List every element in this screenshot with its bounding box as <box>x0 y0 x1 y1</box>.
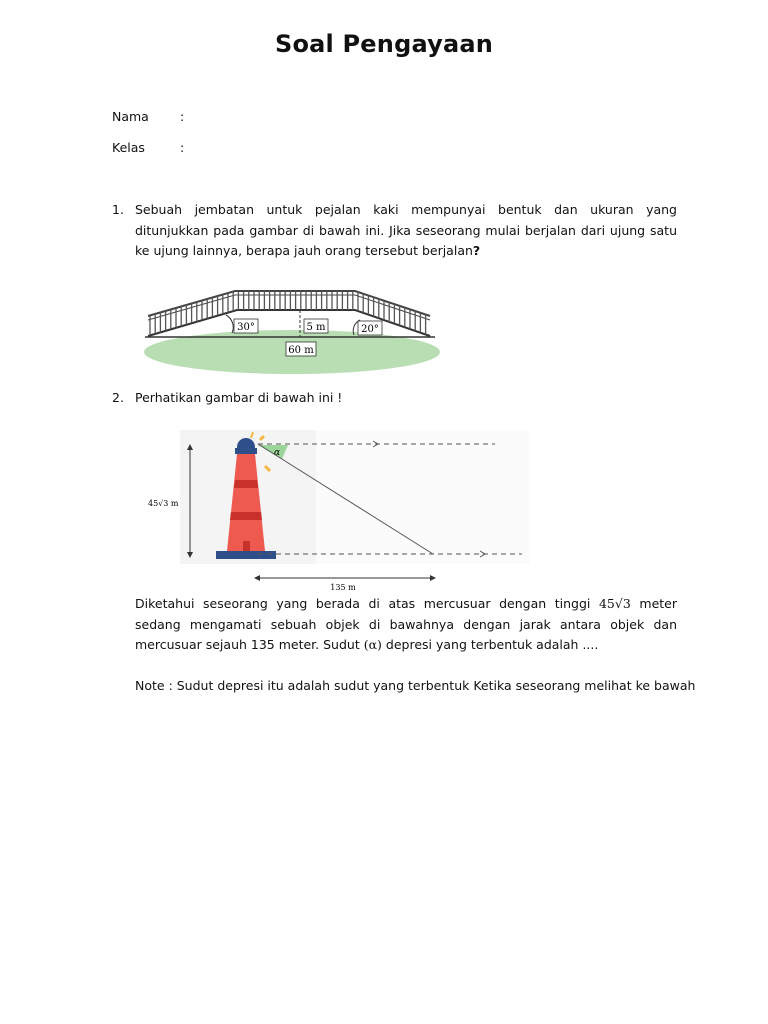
depression-angle-label: α <box>274 448 281 458</box>
lighthouse-figure <box>140 428 540 590</box>
lighthouse-height-label: 45√3 m <box>148 499 179 508</box>
paragraph-part-2: meter sedang mengamati sebuah objek di bawahnya dengan jarak antara objek dan mercusuar sejauh 135 meter. Sudut <box>135 596 677 652</box>
question-2-text: Perhatikan gambar di bawah ini ! <box>135 390 343 405</box>
paragraph-part-1: Diketahui seseorang yang berada di atas mercusuar dengan tinggi <box>135 596 599 611</box>
lighthouse-base <box>216 551 276 559</box>
bridge-figure <box>140 278 440 374</box>
question-1-number: 1. <box>112 202 124 217</box>
bridge-height-label: 5 m <box>306 322 326 333</box>
class-field <box>112 140 184 155</box>
question-1-body: Sebuah jembatan untuk pejalan kaki mempunyai bentuk dan ukuran yang ditunjukkan pada gambar di bawah ini. Jika seseorang mulai berjalan dari ujung satu ke ujung lainnya, berapa jauh orang tersebut berjalan <box>135 202 677 258</box>
name-label: Nama <box>112 109 149 124</box>
paragraph-part-3: depresi yang terbentuk adalah .... <box>381 637 599 652</box>
bridge-angle-right-label: 20° <box>361 324 379 335</box>
question-1-text <box>135 200 677 262</box>
class-separator: : <box>180 140 185 155</box>
bridge-railing <box>150 291 426 335</box>
bridge-angle-left-label: 30° <box>237 322 255 333</box>
height-math: 45√3 <box>598 596 631 611</box>
class-label: Kelas <box>112 140 145 155</box>
question-2-number: 2. <box>112 390 124 405</box>
bridge-length-label: 60 m <box>288 345 314 356</box>
distance-label: 135 m <box>330 583 356 590</box>
question-1-mark: ? <box>472 243 481 258</box>
name-field <box>112 109 184 124</box>
question-2-note: Note : Sudut depresi itu adalah sudut yang terbentuk Ketika seseorang melihat ke bawah <box>135 678 696 693</box>
question-2-paragraph <box>135 594 677 656</box>
name-separator: : <box>180 109 185 124</box>
alpha-math: (α) <box>363 637 382 652</box>
page-title: Soal Pengayaan <box>274 30 494 58</box>
